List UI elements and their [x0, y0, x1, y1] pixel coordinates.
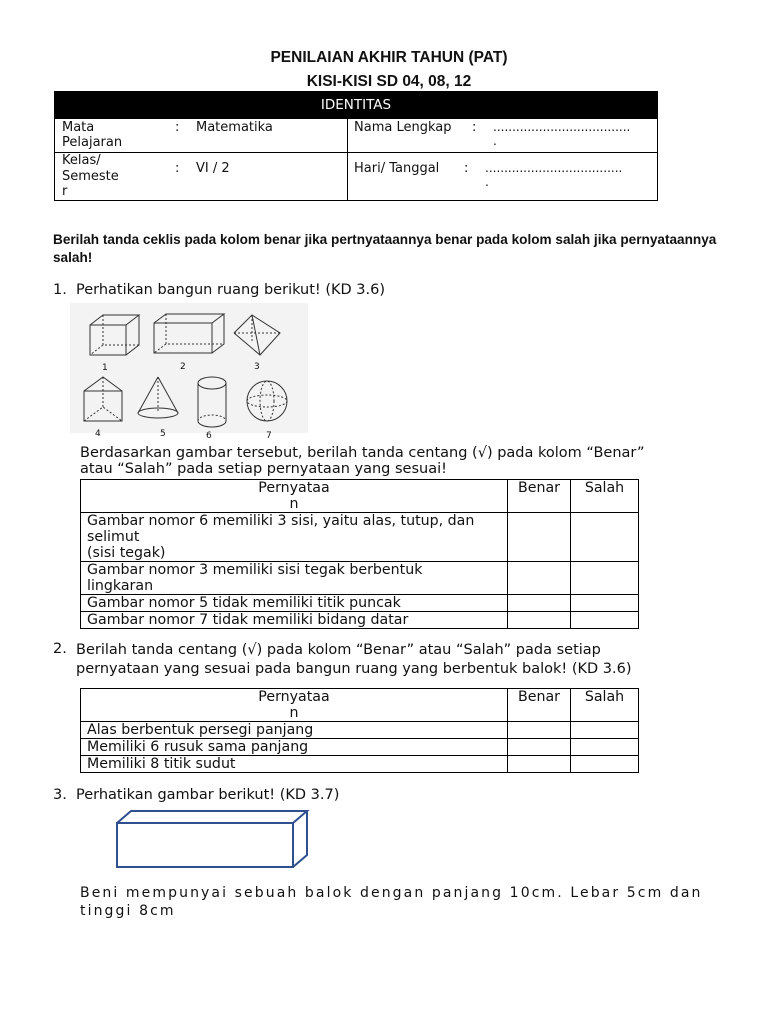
solid-shapes-figure: [70, 303, 308, 441]
class-label: Kelas/: [62, 153, 101, 168]
q2-answer-table: [80, 688, 639, 773]
statement-header-line2: n: [289, 496, 299, 512]
benar-checkbox-cell[interactable]: [508, 562, 571, 595]
statement-text: selimut: [87, 529, 140, 545]
table-row: [81, 595, 639, 612]
sphere-shape: [247, 381, 287, 421]
benar-checkbox-cell[interactable]: [508, 722, 571, 739]
q2-prompt: [76, 641, 631, 679]
name-label: Nama Lengkap: [354, 120, 452, 135]
salah-header: Salah: [571, 480, 639, 513]
table-row: [81, 739, 639, 756]
subject-value: Matematika: [196, 120, 273, 135]
date-field[interactable]: ....................................: [485, 161, 623, 175]
benar-checkbox-cell[interactable]: [508, 756, 571, 773]
figure-label-3: 3: [254, 362, 260, 372]
statement-header: [81, 480, 508, 513]
salah-header: Salah: [571, 689, 639, 722]
cuboid-outline: [117, 811, 307, 867]
salah-checkbox-cell[interactable]: [571, 562, 639, 595]
figure-label-7: 7: [266, 431, 272, 441]
q3-prompt: Perhatikan gambar berikut! (KD 3.7): [76, 787, 340, 803]
pyramid-shape: [234, 315, 280, 355]
table-row: [81, 562, 639, 595]
table-row: [81, 756, 639, 773]
q2-prompt-line1: Berilah tanda centang (√) pada kolom “Benar” atau “Salah” pada setiap: [76, 642, 601, 658]
statement-header-line2: n: [289, 705, 299, 721]
name-cell: [348, 119, 658, 153]
colon: :: [472, 120, 477, 135]
benar-header: Benar: [508, 689, 571, 722]
figure-label-6: 6: [206, 431, 212, 441]
name-field[interactable]: ....................................: [493, 120, 631, 134]
statement-cell: Gambar nomor 5 tidak memiliki titik puncak: [81, 595, 508, 612]
statement-text: Gambar nomor 3 memiliki sisi tegak berbentuk: [87, 562, 423, 578]
statement-header-line1: Pernyataa: [258, 689, 330, 705]
q1-sub-prompt-line1: Berdasarkan gambar tersebut, berilah tanda centang (√) pada kolom “Benar”: [80, 445, 645, 461]
salah-checkbox-cell[interactable]: [571, 513, 639, 562]
name-field-dot: .: [493, 134, 497, 148]
colon: :: [175, 161, 180, 176]
statement-text: (sisi tegak): [87, 545, 166, 561]
q3-text-line1: Beni mempunyai sebuah balok dengan panjang 10cm. Lebar 5cm dan: [80, 885, 703, 901]
q1-sub-prompt: [80, 445, 644, 477]
date-label: Hari/ Tanggal: [354, 161, 440, 176]
class-label-3: r: [62, 184, 68, 199]
benar-checkbox-cell[interactable]: [508, 595, 571, 612]
figure-label-4: 4: [95, 429, 101, 439]
statement-cell: [81, 513, 508, 562]
triangular-prism-shape: [84, 377, 122, 421]
class-label-2: Semeste: [62, 168, 119, 184]
q3-number: 3.: [53, 787, 67, 803]
statement-header: [81, 689, 508, 722]
figure-label-1: 1: [102, 363, 108, 373]
statement-text: Gambar nomor 6 memiliki 3 sisi, yaitu alas, tutup, dan: [87, 513, 475, 529]
q1-prompt: Perhatikan bangun ruang berikut! (KD 3.6): [76, 282, 386, 298]
subject-label: Mata: [62, 120, 95, 135]
q1-sub-prompt-line2: atau “Salah” pada setiap pernyataan yang sesuai!: [80, 461, 447, 477]
salah-checkbox-cell[interactable]: [571, 595, 639, 612]
salah-checkbox-cell[interactable]: [571, 756, 639, 773]
page-title: PENILAIAN AKHIR TAHUN (PAT): [270, 49, 508, 66]
colon: :: [464, 161, 469, 176]
identity-table: [54, 91, 658, 201]
statement-cell: Alas berbentuk persegi panjang: [81, 722, 508, 739]
figure-label-2: 2: [180, 362, 186, 372]
cuboid-shape: [154, 314, 224, 353]
benar-checkbox-cell[interactable]: [508, 739, 571, 756]
cuboid-figure: [114, 808, 312, 870]
cone-shape: [138, 377, 178, 418]
q2-prompt-line2: pernyataan yang sesuai pada bangun ruang yang berbentuk balok! (KD 3.6): [76, 661, 632, 677]
salah-checkbox-cell[interactable]: [571, 722, 639, 739]
page-subtitle: KISI-KISI SD 04, 08, 12: [306, 73, 472, 90]
class-value: VI / 2: [196, 161, 230, 176]
statement-cell: Memiliki 8 titik sudut: [81, 756, 508, 773]
statement-text: lingkaran: [87, 578, 154, 594]
salah-checkbox-cell[interactable]: [571, 612, 639, 629]
benar-header: Benar: [508, 480, 571, 513]
benar-checkbox-cell[interactable]: [508, 513, 571, 562]
figure-label-5: 5: [160, 429, 166, 439]
solid-shapes-drawing: [70, 303, 308, 441]
statement-cell: [81, 562, 508, 595]
cylinder-shape: [198, 377, 226, 427]
q3-text: [80, 884, 703, 920]
salah-checkbox-cell[interactable]: [571, 739, 639, 756]
date-field-dot: .: [485, 175, 489, 189]
class-cell: [55, 153, 348, 201]
table-row: [81, 722, 639, 739]
instructions: Berilah tanda ceklis pada kolom benar jika pertnyataannya benar pada kolom salah jika pernyataannya salah!: [53, 232, 717, 265]
cube-shape: [90, 315, 139, 355]
subject-cell: [55, 119, 348, 153]
table-row: [81, 513, 639, 562]
table-row: [81, 612, 639, 629]
date-cell: [348, 153, 658, 201]
statement-cell: Gambar nomor 7 tidak memiliki bidang datar: [81, 612, 508, 629]
q3-text-line2: tinggi 8cm: [80, 903, 176, 919]
subject-label-2: Pelajaran: [62, 135, 123, 150]
benar-checkbox-cell[interactable]: [508, 612, 571, 629]
q1-number: 1.: [53, 282, 67, 298]
statement-cell: Memiliki 6 rusuk sama panjang: [81, 739, 508, 756]
q1-answer-table: [80, 479, 639, 629]
statement-header-line1: Pernyataa: [258, 480, 330, 496]
identity-heading: IDENTITAS: [55, 92, 658, 119]
colon: :: [175, 120, 180, 135]
q2-number: 2.: [53, 641, 67, 657]
